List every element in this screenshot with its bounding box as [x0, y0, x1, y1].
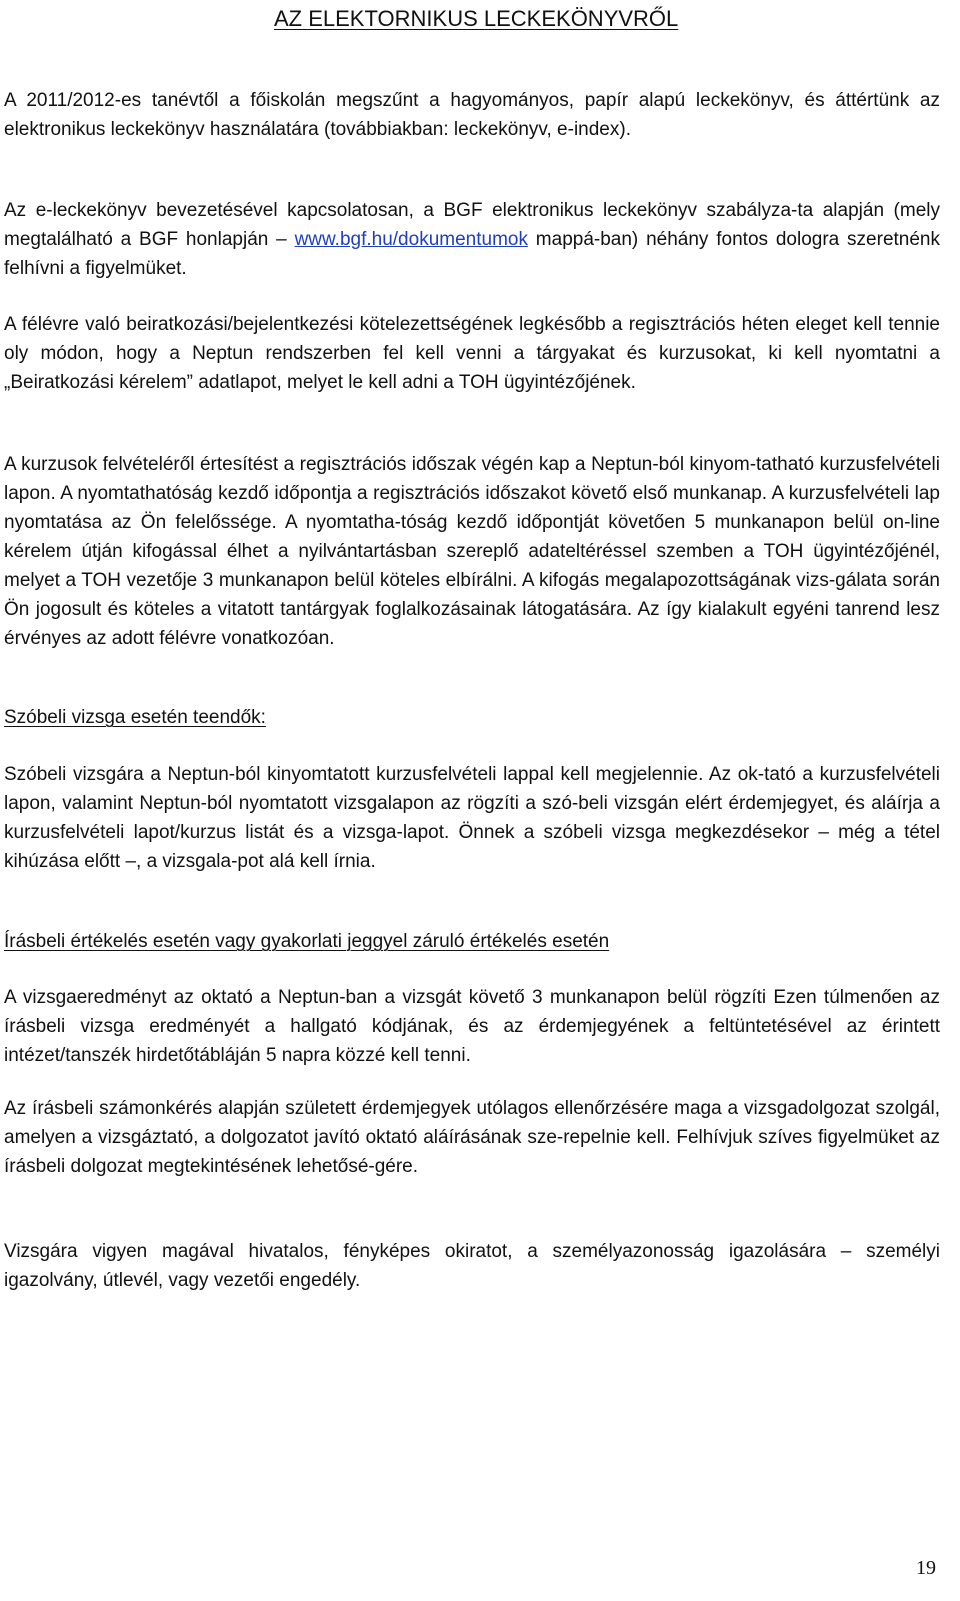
paragraph-intro: A 2011/2012-es tanévtől a főiskolán megszűnt a hagyományos, papír alapú leckekönyv, és áttértünk az elektronikus leckekönyv használatára (továbbiakban: leckekönyv, e-index).	[4, 90, 940, 140]
heading-written-assessment: Írásbeli értékelés esetén vagy gyakorlati jeggyel záruló értékelés esetén	[4, 931, 610, 952]
document-page	[4, 0, 940, 1291]
paragraph-written-review: Az írásbeli számonkérés alapján született érdemjegyek utólagos ellenőrzésére maga a vizsgadolgozat szolgál, amelyen a vizsgáztató, a dolgozatot javító oktató aláírásának sze-repelnie kell. Felhívjuk szíves figyelmüket az írásbeli dolgozat megtekintésének lehetősé-gére.	[4, 1098, 940, 1177]
document-title: AZ ELEKTORNIKUS LECKEKÖNYVRŐL	[274, 6, 679, 31]
paragraph-enrollment: A félévre való beiratkozási/bejelentkezési kötelezettségének legkésőbb a regisztrációs héten eleget kell tennie oly módon, hogy a Neptun rendszerben fel kell venni a tárgyakat és kurzusokat, ki kell nyomtatni a „Beiratkozási kérelem” adatlapot, melyet le kell adni a TOH ügyintézőjének.	[4, 314, 940, 393]
paragraph-oral-exam: Szóbeli vizsgára a Neptun-ból kinyomtatott kurzusfelvételi lappal kell megjelennie. Az ok-tató a kurzusfelvételi lapon, valamint Neptun-ból nyomtatott vizsgalapon az rögzíti a szó-beli vizsgán elért érdemjegyet, és aláírja a kurzusfelvételi lapot/kurzus listát és a vizsga-lapot. Önnek a szóbeli vizsga megkezdésekor – még a tétel kihúzása előtt –, a vizsgala-pot alá kell írnia.	[4, 764, 940, 872]
paragraph-written-results: A vizsgaeredményt az oktató a Neptun-ban a vizsgát követő 3 munkanapon belül rögzíti Ezen túlmenően az írásbeli vizsga eredményét a hallgató kódjának, és az érdemjegyének a feltüntetésével az érintett intézet/tanszék hirdetőtábláján 5 napra közzé kell tenni.	[4, 987, 940, 1066]
page-number: 19	[916, 1557, 936, 1579]
paragraph-e-index-rules-text-after-link: mappá-ban) néhány fontos dologra szeretnénk felhívni a figyelmüket.	[4, 229, 940, 279]
paragraph-course-registration: A kurzusok felvételéről értesítést a regisztrációs időszak végén kap a Neptun-ból kinyom-tatható kurzusfelvételi lapon. A nyomtathatóság kezdő időpontja a regisztrációs időszakot követő első munkanap. A kurzusfelvételi lap nyomtatása az Ön felelőssége. A nyomtatha-tóság kezdő időpontját követően 5 munkanapon belül on-line kérelem útján kifogással élhet a nyilvántartásban szereplő adateltéréssel szemben a TOH ügyintézőjénél, melyet a TOH vezetője 3 munkanapon belül köteles elbírálni. A kifogás megalapozottságának vizs-gálata során Ön jogosult és köteles a vitatott tantárgyak foglalkozásainak látogatására. Az így kialakult egyéni tanrend lesz érvényes az adott félévre vonatkozóan.	[4, 454, 940, 649]
paragraph-id-required: Vizsgára vigyen magával hivatalos, fényképes okiratot, a személyazonosság igazolására – személyi igazolvány, útlevél, vagy vezetői engedély.	[4, 1241, 940, 1291]
heading-oral-exam: Szóbeli vizsga esetén teendők:	[4, 707, 266, 728]
paragraph-e-index-rules	[4, 196, 940, 283]
documents-link[interactable]: www.bgf.hu/dokumentumok	[294, 229, 528, 250]
paragraph-e-index-rules-text-before-link: Az e-leckekönyv bevezetésével kapcsolatosan, a BGF elektronikus leckekönyv szabályza-ta alapján (mely megtalálható a BGF honlapján –	[4, 200, 940, 250]
